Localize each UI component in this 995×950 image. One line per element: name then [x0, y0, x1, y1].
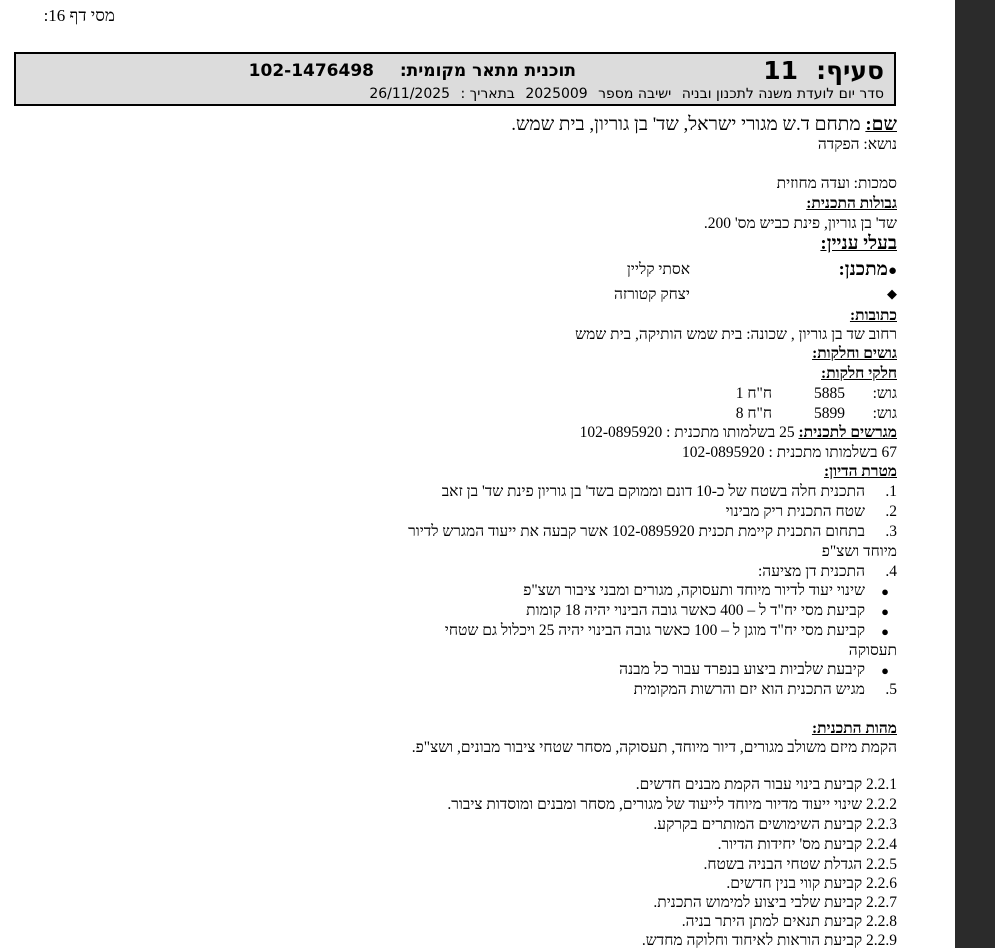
agenda-text: סדר יום לועדת משנה לתכנון ובניה — [681, 86, 884, 102]
page-number: מסי דף 16: — [43, 6, 115, 25]
meeting-line — [363, 86, 884, 102]
meeting-label: ישיבה מספר — [598, 86, 672, 102]
plan-title: תוכנית מתאר מקומית: — [399, 61, 576, 81]
essence-item-8: 2.2.8 קביעת תנאים למתן היתר בניה. — [681, 913, 897, 930]
addresses-label: כתובות: — [849, 307, 897, 324]
partial-parcels-label: חלקי חלקות: — [821, 365, 897, 382]
lot-text-1: בשלמותו מתכנית : — [666, 424, 776, 441]
bullet-icon: ● — [881, 663, 889, 678]
lots-label: מגרשים לתכנית: — [798, 424, 897, 441]
bullet-icon: ◆ — [887, 286, 897, 301]
purpose-n-4: 4. — [885, 563, 897, 580]
essence-item-7: 2.2.7 קביעת שלבי ביצוע למימוש התכנית. — [653, 894, 897, 911]
scrollbar[interactable] — [955, 0, 995, 948]
boundaries-value: שד' בן גוריון, פינת כביש מס' 200. — [703, 215, 897, 232]
essence-value: הקמת מיזם משולב מגורים, דיור מיוחד, תעסוקה, מסחר שטחי ציבור מבונים, ושצ"פ. — [411, 739, 897, 756]
section-number: 11 — [763, 56, 798, 85]
lot-number-2: 67 — [881, 444, 897, 461]
lot-plan-2: 102-0895920 — [681, 444, 765, 461]
essence-item-1: 2.2.1 קביעת בינוי עבור הקמת מבנים חדשים. — [635, 776, 897, 793]
purpose-bullet-2: קביעת מסי יח"ד ל – 400 כאשר גובה הבינוי יהיה 18 קומות — [526, 602, 865, 619]
gush-number-2: 5899 — [814, 405, 845, 422]
planner-1: אסתי קליין — [626, 261, 690, 278]
parcel-1: ח"ח 1 — [735, 385, 772, 402]
essence-label: מהות התכנית: — [811, 720, 897, 737]
purpose-bullet-3: קביעת מסי יח"ד מוגן ל – 100 כאשר גובה הבינוי יהיה 25 ויכלול גם שטחי — [444, 622, 865, 639]
section-label: סעיף: — [816, 56, 884, 85]
bullet-icon: ● — [881, 604, 889, 619]
stakeholders-label: בעלי עניין: — [820, 233, 897, 254]
essence-item-9: 2.2.9 קביעת הוראות לאיחוד וחלוקה מחדש. — [641, 932, 897, 949]
planner-label: מתכנן: — [838, 259, 888, 280]
purpose-item-3: בתחום התכנית קיימת תכנית 102-0895920 אשר קבעה את ייעוד המגרש לדיור — [408, 523, 865, 540]
subject: נושא: הפקדה — [817, 136, 897, 153]
purpose-n-1: 1. — [885, 483, 897, 500]
meeting-number: 2025009 — [525, 86, 588, 102]
bullet-icon: ● — [881, 584, 889, 599]
planner-row: ●מתכנן: — [838, 259, 897, 280]
blocks-label: גושים וחלקות: — [812, 345, 897, 362]
gush-label-2: גוש: — [872, 405, 897, 422]
name-label: שם: — [865, 114, 897, 135]
purpose-n-3: 3. — [885, 523, 897, 540]
name-value: מתחם ד.ש מגורי ישראל, שד' בן גוריון, בית שמש. — [511, 114, 861, 135]
essence-item-2: 2.2.2 שינוי ייעוד מדיור מיוחד לייעוד של מגורים, מסחר ומבנים ומוסדות ציבור. — [447, 796, 897, 813]
essence-item-5: 2.2.5 הגדלת שטחי הבניה בשטח. — [703, 856, 897, 873]
lots-row-2 — [682, 444, 897, 462]
parcel-2: ח"ח 8 — [735, 405, 772, 422]
purpose-item-3-cont: מיוחד ושצ"פ — [821, 543, 897, 560]
date-label: בתאריך : — [460, 86, 515, 102]
date-value: 26/11/2025 — [369, 86, 451, 102]
purpose-bullet-1: שינוי יעוד לדיור מיוחד ותעסוקה, מגורים ומבני ציבור ושצ"פ — [523, 582, 865, 599]
bullet-icon: ● — [881, 624, 889, 639]
boundaries-label: גבולות התכנית: — [806, 195, 897, 212]
purpose-bullet-3-cont: תעסוקה — [848, 642, 897, 659]
purpose-label: מטרת הדיון: — [823, 463, 897, 480]
essence-item-6: 2.2.6 קביעת קווי בנין חדשים. — [726, 875, 897, 892]
purpose-n-5: 5. — [885, 681, 897, 698]
gush-label-1: גוש: — [872, 385, 897, 402]
essence-item-4: 2.2.4 קביעת מס' יחידות הדיור. — [717, 836, 897, 853]
purpose-item-1: התכנית חלה בשטח של כ-10 דונם וממוקם בשד' בן גוריון פינת שד' בן זאב — [441, 483, 865, 500]
purpose-item-4: התכנית דן מציעה: — [757, 563, 865, 580]
lots-row-1 — [580, 424, 897, 442]
addresses-value: רחוב שד בן גוריון , שכונה: בית שמש הותיקה, בית שמש — [575, 326, 897, 343]
plan-code: 102-1476498 — [248, 61, 374, 81]
purpose-item-2: שטח התכנית ריק מבינוי — [725, 503, 865, 520]
purpose-item-5: מגיש התכנית הוא יזם והרשות המקומית — [633, 681, 865, 698]
authority: סמכות: ועדה מחוזית — [776, 175, 897, 192]
lot-text-2: בשלמותו מתכנית : — [768, 444, 878, 461]
essence-item-3: 2.2.3 קביעת השימושים המותרים בקרקע. — [653, 816, 897, 833]
purpose-bullet-4: קיבעת שלביות ביצוע בנפרד עבור כל מבנה — [619, 661, 865, 678]
section-header — [14, 52, 896, 106]
plan-name — [511, 114, 897, 136]
gush-number-1: 5885 — [814, 385, 845, 402]
purpose-n-2: 2. — [885, 503, 897, 520]
lot-plan-1: 102-0895920 — [579, 424, 663, 441]
lot-number-1: 25 — [779, 424, 795, 441]
planner-2: יצחק קטורזה — [613, 286, 690, 303]
